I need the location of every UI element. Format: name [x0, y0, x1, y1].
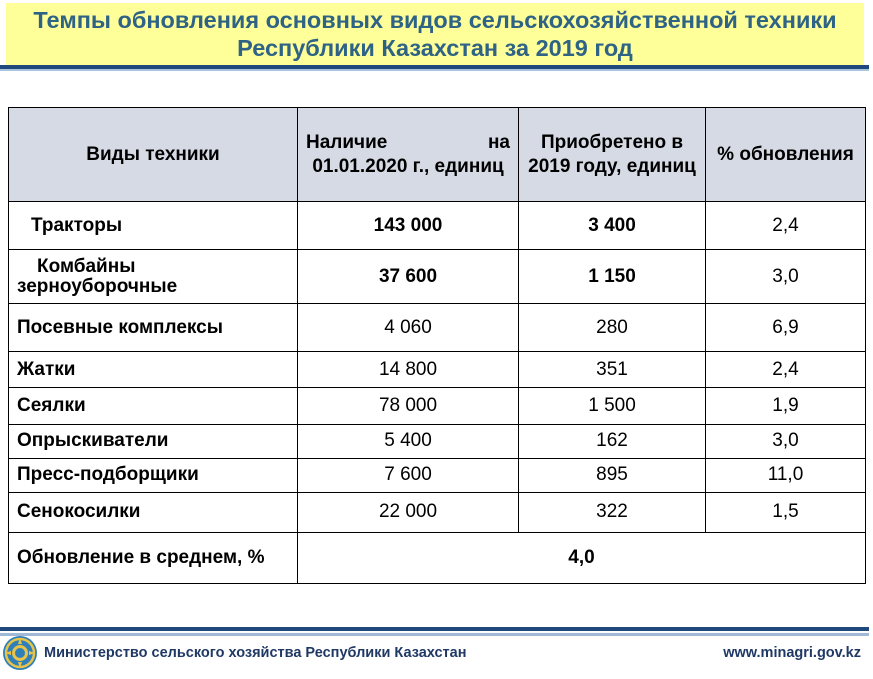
row-acquired: 895	[519, 458, 706, 492]
row-available: 4 060	[298, 304, 519, 352]
row-percent: 3,0	[706, 424, 866, 458]
row-available: 7 600	[298, 458, 519, 492]
row-name: Посевные комплексы	[9, 304, 298, 352]
table-row	[9, 352, 866, 388]
title-divider-light	[0, 69, 869, 71]
row-name: Жатки	[9, 352, 298, 388]
table-row	[9, 492, 866, 532]
row-percent: 6,9	[706, 304, 866, 352]
total-label: Обновление в среднем, %	[9, 532, 298, 583]
row-percent: 1,9	[706, 388, 866, 424]
table-row	[9, 458, 866, 492]
row-available: 22 000	[298, 492, 519, 532]
row-acquired: 1 500	[519, 388, 706, 424]
footer-ministry: Министерство сельского хозяйства Республики Казахстан	[44, 645, 467, 661]
row-name: Опрыскиватели	[9, 424, 298, 458]
table-row	[9, 388, 866, 424]
row-name: Сенокосилки	[9, 492, 298, 532]
page-title-line-2: Республики Казахстан за 2019 год	[237, 35, 633, 61]
row-name-line-2: зерноуборочные	[17, 275, 178, 297]
footer-divider	[0, 627, 869, 631]
row-acquired: 162	[519, 424, 706, 458]
header-percent: % обновления	[706, 108, 866, 202]
page-title-line-1: Темпы обновления основных видов сельскохозяйственной техники	[33, 7, 837, 33]
row-acquired: 3 400	[519, 202, 706, 250]
row-name: Тракторы	[9, 202, 298, 250]
kazakhstan-emblem-icon	[2, 635, 38, 671]
row-available: 37 600	[298, 250, 519, 304]
row-percent: 2,4	[706, 352, 866, 388]
row-percent: 3,0	[706, 250, 866, 304]
table-total-row	[9, 532, 866, 583]
header-type: Виды техники	[9, 108, 298, 202]
footer-divider-light	[0, 633, 869, 636]
machinery-table	[8, 107, 866, 584]
table-row	[9, 304, 866, 352]
row-acquired: 322	[519, 492, 706, 532]
table-row	[9, 202, 866, 250]
row-acquired: 351	[519, 352, 706, 388]
row-available: 143 000	[298, 202, 519, 250]
footer-website-link[interactable]: www.minagri.gov.kz	[723, 645, 861, 661]
total-value: 4,0	[298, 532, 866, 583]
row-percent: 2,4	[706, 202, 866, 250]
table-row	[9, 250, 866, 304]
row-available: 5 400	[298, 424, 519, 458]
row-name	[9, 250, 298, 304]
header-acquired: Приобретено в 2019 году, единиц	[519, 108, 706, 202]
row-acquired: 280	[519, 304, 706, 352]
row-name-line-1: Комбайны	[37, 255, 136, 277]
row-name: Пресс-подборщики	[9, 458, 298, 492]
row-name: Сеялки	[9, 388, 298, 424]
row-percent: 1,5	[706, 492, 866, 532]
table-header-row	[9, 108, 866, 202]
row-percent: 11,0	[706, 458, 866, 492]
title-banner	[6, 3, 864, 65]
row-available: 78 000	[298, 388, 519, 424]
header-available: Наличие на 01.01.2020 г., единиц	[298, 108, 519, 202]
table-row	[9, 424, 866, 458]
row-available: 14 800	[298, 352, 519, 388]
row-acquired: 1 150	[519, 250, 706, 304]
